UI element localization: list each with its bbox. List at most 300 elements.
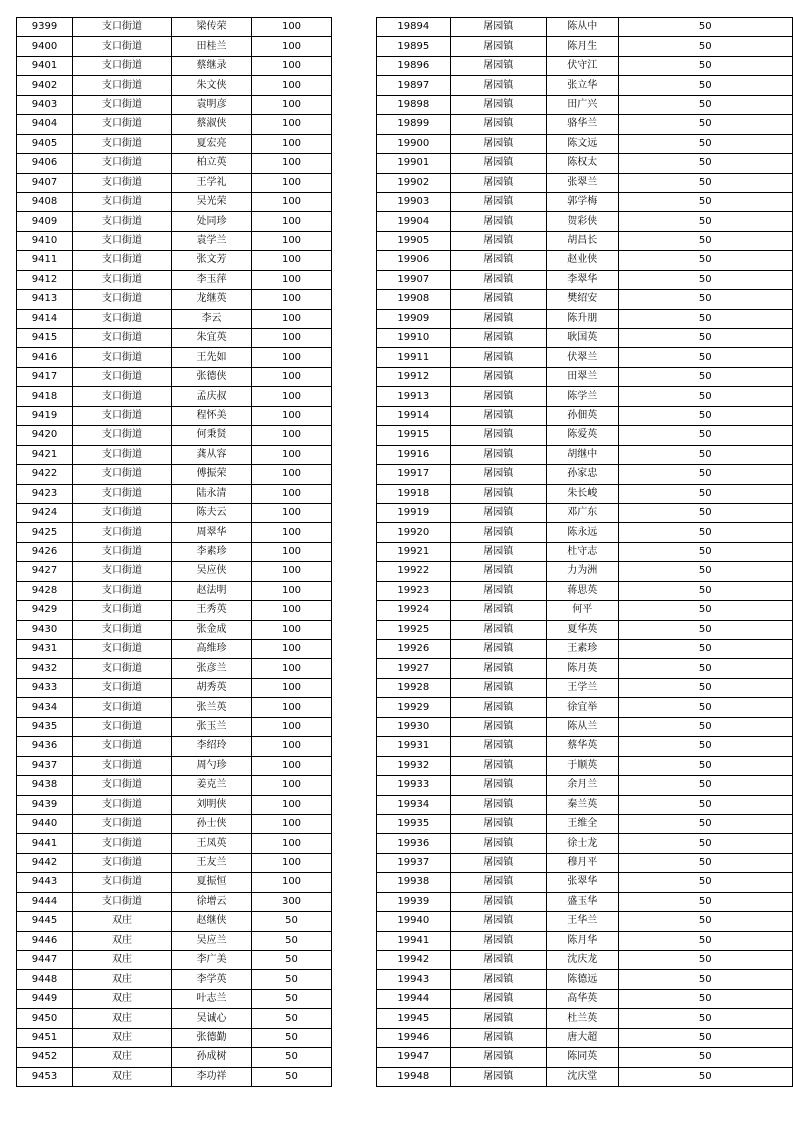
table-row bbox=[17, 853, 332, 872]
amount-cell: 100 bbox=[252, 95, 332, 114]
name-cell: 王先如 bbox=[172, 348, 252, 367]
district-cell: 双庄 bbox=[73, 989, 172, 1008]
table-row bbox=[377, 581, 793, 600]
name-cell: 蔡淑侠 bbox=[172, 115, 252, 134]
amount-cell: 100 bbox=[252, 640, 332, 659]
table-row bbox=[17, 426, 332, 445]
amount-cell: 50 bbox=[618, 601, 792, 620]
name-cell: 骆华兰 bbox=[546, 115, 618, 134]
amount-cell: 50 bbox=[618, 951, 792, 970]
row-number-cell: 9447 bbox=[17, 951, 73, 970]
amount-cell: 50 bbox=[618, 756, 792, 775]
name-cell: 吴应兰 bbox=[172, 931, 252, 950]
row-number-cell: 19942 bbox=[377, 951, 451, 970]
amount-cell: 50 bbox=[618, 562, 792, 581]
table-row bbox=[377, 115, 793, 134]
amount-cell: 100 bbox=[252, 115, 332, 134]
district-cell: 支口街道 bbox=[73, 640, 172, 659]
district-cell: 屠园镇 bbox=[450, 1067, 546, 1086]
table-row bbox=[17, 290, 332, 309]
name-cell: 张兰英 bbox=[172, 698, 252, 717]
name-cell: 陈月华 bbox=[546, 931, 618, 950]
district-cell: 屠园镇 bbox=[450, 892, 546, 911]
name-cell: 秦兰英 bbox=[546, 795, 618, 814]
amount-cell: 100 bbox=[252, 367, 332, 386]
name-cell: 叶志兰 bbox=[172, 989, 252, 1008]
table-row bbox=[377, 542, 793, 561]
table-row bbox=[377, 698, 793, 717]
district-cell: 双庄 bbox=[73, 931, 172, 950]
name-cell: 王友兰 bbox=[172, 853, 252, 872]
name-cell: 王华兰 bbox=[546, 912, 618, 931]
name-cell: 伏翠兰 bbox=[546, 348, 618, 367]
name-cell: 赵业侠 bbox=[546, 251, 618, 270]
row-number-cell: 19921 bbox=[377, 542, 451, 561]
amount-cell: 50 bbox=[618, 95, 792, 114]
amount-cell: 50 bbox=[252, 970, 332, 989]
name-cell: 田桂兰 bbox=[172, 37, 252, 56]
name-cell: 周勺珍 bbox=[172, 756, 252, 775]
district-cell: 支口街道 bbox=[73, 192, 172, 211]
district-cell: 屠园镇 bbox=[450, 620, 546, 639]
table-row bbox=[377, 873, 793, 892]
district-cell: 支口街道 bbox=[73, 173, 172, 192]
amount-cell: 50 bbox=[618, 776, 792, 795]
table-row bbox=[17, 542, 332, 561]
table-row bbox=[17, 348, 332, 367]
row-number-cell: 19915 bbox=[377, 426, 451, 445]
amount-cell: 50 bbox=[618, 678, 792, 697]
table-row bbox=[17, 620, 332, 639]
amount-cell: 50 bbox=[618, 426, 792, 445]
name-cell: 龙继英 bbox=[172, 290, 252, 309]
row-number-cell: 19929 bbox=[377, 698, 451, 717]
name-cell: 沈庆堂 bbox=[546, 1067, 618, 1086]
table-row bbox=[17, 192, 332, 211]
district-cell: 支口街道 bbox=[73, 154, 172, 173]
district-cell: 支口街道 bbox=[73, 348, 172, 367]
row-number-cell: 19934 bbox=[377, 795, 451, 814]
district-cell: 支口街道 bbox=[73, 329, 172, 348]
district-cell: 双庄 bbox=[73, 951, 172, 970]
row-number-cell: 9427 bbox=[17, 562, 73, 581]
name-cell: 陈爱英 bbox=[546, 426, 618, 445]
row-number-cell: 9440 bbox=[17, 814, 73, 833]
amount-cell: 100 bbox=[252, 601, 332, 620]
name-cell: 王秀英 bbox=[172, 601, 252, 620]
row-number-cell: 9405 bbox=[17, 134, 73, 153]
district-cell: 双庄 bbox=[73, 970, 172, 989]
amount-cell: 100 bbox=[252, 737, 332, 756]
name-cell: 吴应侠 bbox=[172, 562, 252, 581]
name-cell: 蔡继录 bbox=[172, 56, 252, 75]
table-row bbox=[377, 931, 793, 950]
name-cell: 陈同英 bbox=[546, 1048, 618, 1067]
name-cell: 张玉兰 bbox=[172, 717, 252, 736]
amount-cell: 50 bbox=[618, 387, 792, 406]
district-cell: 屠园镇 bbox=[450, 698, 546, 717]
district-cell: 支口街道 bbox=[73, 95, 172, 114]
district-cell: 屠园镇 bbox=[450, 329, 546, 348]
table-row bbox=[17, 581, 332, 600]
name-cell: 余月兰 bbox=[546, 776, 618, 795]
amount-cell: 50 bbox=[618, 620, 792, 639]
row-number-cell: 19946 bbox=[377, 1028, 451, 1047]
district-cell: 支口街道 bbox=[73, 795, 172, 814]
row-number-cell: 19932 bbox=[377, 756, 451, 775]
district-cell: 屠园镇 bbox=[450, 912, 546, 931]
name-cell: 刘明侠 bbox=[172, 795, 252, 814]
table-row bbox=[17, 1067, 332, 1086]
district-cell: 支口街道 bbox=[73, 445, 172, 464]
name-cell: 孙士侠 bbox=[172, 814, 252, 833]
amount-cell: 50 bbox=[618, 465, 792, 484]
district-cell: 支口街道 bbox=[73, 503, 172, 522]
row-number-cell: 19898 bbox=[377, 95, 451, 114]
amount-cell: 100 bbox=[252, 620, 332, 639]
table-row bbox=[377, 212, 793, 231]
row-number-cell: 19901 bbox=[377, 154, 451, 173]
name-cell: 沈庆龙 bbox=[546, 951, 618, 970]
district-cell: 支口街道 bbox=[73, 406, 172, 425]
row-number-cell: 19926 bbox=[377, 640, 451, 659]
district-cell: 屠园镇 bbox=[450, 795, 546, 814]
amount-cell: 100 bbox=[252, 387, 332, 406]
table-row bbox=[17, 892, 332, 911]
district-cell: 屠园镇 bbox=[450, 1028, 546, 1047]
row-number-cell: 19903 bbox=[377, 192, 451, 211]
amount-cell: 100 bbox=[252, 212, 332, 231]
name-cell: 李广美 bbox=[172, 951, 252, 970]
table-row bbox=[377, 562, 793, 581]
district-cell: 屠园镇 bbox=[450, 523, 546, 542]
row-number-cell: 9409 bbox=[17, 212, 73, 231]
district-cell: 屠园镇 bbox=[450, 484, 546, 503]
row-number-cell: 19930 bbox=[377, 717, 451, 736]
row-number-cell: 9434 bbox=[17, 698, 73, 717]
district-cell: 支口街道 bbox=[73, 814, 172, 833]
table-row bbox=[17, 814, 332, 833]
amount-cell: 100 bbox=[252, 581, 332, 600]
name-cell: 陈月生 bbox=[546, 37, 618, 56]
table-row bbox=[377, 37, 793, 56]
name-cell: 王维全 bbox=[546, 814, 618, 833]
amount-cell: 50 bbox=[618, 640, 792, 659]
district-cell: 双庄 bbox=[73, 1028, 172, 1047]
name-cell: 贺彩侠 bbox=[546, 212, 618, 231]
table-row bbox=[377, 620, 793, 639]
name-cell: 徐增云 bbox=[172, 892, 252, 911]
amount-cell: 100 bbox=[252, 756, 332, 775]
table-row bbox=[17, 737, 332, 756]
district-cell: 屠园镇 bbox=[450, 951, 546, 970]
name-cell: 耿国英 bbox=[546, 329, 618, 348]
amount-cell: 50 bbox=[252, 1048, 332, 1067]
table-row bbox=[377, 912, 793, 931]
table-row bbox=[17, 445, 332, 464]
table-row bbox=[377, 834, 793, 853]
name-cell: 夏振恒 bbox=[172, 873, 252, 892]
name-cell: 张德侠 bbox=[172, 367, 252, 386]
row-number-cell: 19910 bbox=[377, 329, 451, 348]
amount-cell: 50 bbox=[618, 270, 792, 289]
amount-cell: 50 bbox=[618, 251, 792, 270]
row-number-cell: 19938 bbox=[377, 873, 451, 892]
amount-cell: 100 bbox=[252, 329, 332, 348]
table-row bbox=[17, 795, 332, 814]
district-cell: 支口街道 bbox=[73, 309, 172, 328]
table-row bbox=[377, 231, 793, 250]
name-cell: 王凤英 bbox=[172, 834, 252, 853]
table-row bbox=[17, 251, 332, 270]
table-row bbox=[17, 834, 332, 853]
district-cell: 支口街道 bbox=[73, 251, 172, 270]
row-number-cell: 19907 bbox=[377, 270, 451, 289]
name-cell: 胡秀英 bbox=[172, 678, 252, 697]
table-row bbox=[17, 678, 332, 697]
table-row bbox=[377, 523, 793, 542]
row-number-cell: 19918 bbox=[377, 484, 451, 503]
table-row bbox=[377, 134, 793, 153]
row-number-cell: 9421 bbox=[17, 445, 73, 464]
amount-cell: 50 bbox=[618, 484, 792, 503]
row-number-cell: 19896 bbox=[377, 56, 451, 75]
table-row bbox=[377, 76, 793, 95]
row-number-cell: 9442 bbox=[17, 853, 73, 872]
name-cell: 李绍玲 bbox=[172, 737, 252, 756]
table-row bbox=[377, 18, 793, 37]
amount-cell: 100 bbox=[252, 465, 332, 484]
amount-cell: 50 bbox=[618, 192, 792, 211]
district-cell: 屠园镇 bbox=[450, 18, 546, 37]
amount-cell: 50 bbox=[618, 523, 792, 542]
table-row bbox=[17, 465, 332, 484]
amount-cell: 100 bbox=[252, 134, 332, 153]
name-cell: 赵继侠 bbox=[172, 912, 252, 931]
name-cell: 田翠兰 bbox=[546, 367, 618, 386]
district-cell: 屠园镇 bbox=[450, 970, 546, 989]
name-cell: 陈从中 bbox=[546, 18, 618, 37]
district-cell: 支口街道 bbox=[73, 37, 172, 56]
table-row bbox=[17, 37, 332, 56]
row-number-cell: 19940 bbox=[377, 912, 451, 931]
row-number-cell: 19904 bbox=[377, 212, 451, 231]
row-number-cell: 19908 bbox=[377, 290, 451, 309]
name-cell: 王素珍 bbox=[546, 640, 618, 659]
amount-cell: 50 bbox=[618, 56, 792, 75]
district-cell: 支口街道 bbox=[73, 115, 172, 134]
name-cell: 徐士龙 bbox=[546, 834, 618, 853]
amount-cell: 50 bbox=[252, 1067, 332, 1086]
amount-cell: 50 bbox=[618, 931, 792, 950]
district-cell: 屠园镇 bbox=[450, 1048, 546, 1067]
row-number-cell: 19935 bbox=[377, 814, 451, 833]
row-number-cell: 19917 bbox=[377, 465, 451, 484]
name-cell: 孙家忠 bbox=[546, 465, 618, 484]
table-row bbox=[377, 970, 793, 989]
row-number-cell: 19905 bbox=[377, 231, 451, 250]
row-number-cell: 19916 bbox=[377, 445, 451, 464]
amount-cell: 50 bbox=[252, 931, 332, 950]
district-cell: 双庄 bbox=[73, 1067, 172, 1086]
table-row bbox=[377, 717, 793, 736]
table-row bbox=[17, 154, 332, 173]
row-number-cell: 19945 bbox=[377, 1009, 451, 1028]
row-number-cell: 19914 bbox=[377, 406, 451, 425]
amount-cell: 100 bbox=[252, 503, 332, 522]
row-number-cell: 9422 bbox=[17, 465, 73, 484]
district-cell: 屠园镇 bbox=[450, 776, 546, 795]
row-number-cell: 19899 bbox=[377, 115, 451, 134]
district-cell: 支口街道 bbox=[73, 76, 172, 95]
row-number-cell: 9452 bbox=[17, 1048, 73, 1067]
name-cell: 陈从兰 bbox=[546, 717, 618, 736]
name-cell: 唐大超 bbox=[546, 1028, 618, 1047]
row-number-cell: 9426 bbox=[17, 542, 73, 561]
row-number-cell: 19933 bbox=[377, 776, 451, 795]
table-row bbox=[17, 329, 332, 348]
row-number-cell: 19923 bbox=[377, 581, 451, 600]
district-cell: 屠园镇 bbox=[450, 348, 546, 367]
amount-cell: 100 bbox=[252, 542, 332, 561]
row-number-cell: 9450 bbox=[17, 1009, 73, 1028]
row-number-cell: 9433 bbox=[17, 678, 73, 697]
amount-cell: 50 bbox=[618, 581, 792, 600]
amount-cell: 100 bbox=[252, 348, 332, 367]
district-cell: 屠园镇 bbox=[450, 212, 546, 231]
table-row bbox=[377, 251, 793, 270]
district-cell: 屠园镇 bbox=[450, 387, 546, 406]
district-cell: 支口街道 bbox=[73, 756, 172, 775]
row-number-cell: 9449 bbox=[17, 989, 73, 1008]
row-number-cell: 19895 bbox=[377, 37, 451, 56]
name-cell: 张翠兰 bbox=[546, 173, 618, 192]
amount-cell: 50 bbox=[618, 970, 792, 989]
district-cell: 屠园镇 bbox=[450, 465, 546, 484]
name-cell: 夏宏亮 bbox=[172, 134, 252, 153]
amount-cell: 50 bbox=[618, 231, 792, 250]
row-number-cell: 9423 bbox=[17, 484, 73, 503]
row-number-cell: 9410 bbox=[17, 231, 73, 250]
amount-cell: 50 bbox=[618, 37, 792, 56]
district-cell: 支口街道 bbox=[73, 270, 172, 289]
name-cell: 伏守江 bbox=[546, 56, 618, 75]
name-cell: 陈夫云 bbox=[172, 503, 252, 522]
name-cell: 孙成树 bbox=[172, 1048, 252, 1067]
district-cell: 屠园镇 bbox=[450, 717, 546, 736]
district-cell: 支口街道 bbox=[73, 484, 172, 503]
row-number-cell: 9402 bbox=[17, 76, 73, 95]
amount-cell: 50 bbox=[618, 1028, 792, 1047]
district-cell: 支口街道 bbox=[73, 601, 172, 620]
amount-cell: 50 bbox=[252, 1028, 332, 1047]
row-number-cell: 19948 bbox=[377, 1067, 451, 1086]
amount-cell: 50 bbox=[618, 348, 792, 367]
row-number-cell: 19911 bbox=[377, 348, 451, 367]
district-cell: 支口街道 bbox=[73, 737, 172, 756]
row-number-cell: 19894 bbox=[377, 18, 451, 37]
name-cell: 梁传荣 bbox=[172, 18, 252, 37]
district-cell: 屠园镇 bbox=[450, 678, 546, 697]
row-number-cell: 9418 bbox=[17, 387, 73, 406]
name-cell: 李玉萍 bbox=[172, 270, 252, 289]
amount-cell: 100 bbox=[252, 776, 332, 795]
row-number-cell: 9445 bbox=[17, 912, 73, 931]
district-cell: 支口街道 bbox=[73, 134, 172, 153]
table-row bbox=[377, 406, 793, 425]
district-cell: 屠园镇 bbox=[450, 756, 546, 775]
row-number-cell: 9419 bbox=[17, 406, 73, 425]
row-number-cell: 9438 bbox=[17, 776, 73, 795]
name-cell: 张彦兰 bbox=[172, 659, 252, 678]
amount-cell: 50 bbox=[618, 659, 792, 678]
amount-cell: 100 bbox=[252, 251, 332, 270]
district-cell: 支口街道 bbox=[73, 465, 172, 484]
table-row bbox=[377, 853, 793, 872]
name-cell: 张金成 bbox=[172, 620, 252, 639]
table-row bbox=[17, 523, 332, 542]
amount-cell: 100 bbox=[252, 814, 332, 833]
name-cell: 樊绍安 bbox=[546, 290, 618, 309]
table-row bbox=[17, 951, 332, 970]
amount-cell: 50 bbox=[618, 154, 792, 173]
row-number-cell: 19913 bbox=[377, 387, 451, 406]
row-number-cell: 9436 bbox=[17, 737, 73, 756]
table-row bbox=[377, 601, 793, 620]
table-row bbox=[17, 698, 332, 717]
district-cell: 支口街道 bbox=[73, 426, 172, 445]
table-row bbox=[17, 912, 332, 931]
name-cell: 吴诚心 bbox=[172, 1009, 252, 1028]
amount-cell: 50 bbox=[618, 737, 792, 756]
name-cell: 赵法明 bbox=[172, 581, 252, 600]
table-row bbox=[377, 56, 793, 75]
row-number-cell: 9412 bbox=[17, 270, 73, 289]
amount-cell: 50 bbox=[618, 892, 792, 911]
table-row bbox=[377, 989, 793, 1008]
row-number-cell: 19937 bbox=[377, 853, 451, 872]
name-cell: 吴光荣 bbox=[172, 192, 252, 211]
amount-cell: 100 bbox=[252, 523, 332, 542]
row-number-cell: 9443 bbox=[17, 873, 73, 892]
row-number-cell: 9406 bbox=[17, 154, 73, 173]
table-row bbox=[377, 1028, 793, 1047]
table-row bbox=[17, 367, 332, 386]
table-row bbox=[377, 640, 793, 659]
name-cell: 张文芳 bbox=[172, 251, 252, 270]
district-cell: 屠园镇 bbox=[450, 115, 546, 134]
amount-cell: 100 bbox=[252, 717, 332, 736]
table-row bbox=[377, 270, 793, 289]
amount-cell: 50 bbox=[618, 989, 792, 1008]
table-row bbox=[17, 406, 332, 425]
name-cell: 徐宜举 bbox=[546, 698, 618, 717]
name-cell: 张立华 bbox=[546, 76, 618, 95]
amount-cell: 50 bbox=[618, 290, 792, 309]
row-number-cell: 9400 bbox=[17, 37, 73, 56]
district-cell: 屠园镇 bbox=[450, 814, 546, 833]
district-cell: 支口街道 bbox=[73, 581, 172, 600]
amount-cell: 50 bbox=[618, 18, 792, 37]
row-number-cell: 9453 bbox=[17, 1067, 73, 1086]
name-cell: 李素珍 bbox=[172, 542, 252, 561]
table-row bbox=[17, 640, 332, 659]
table-row bbox=[377, 348, 793, 367]
district-cell: 支口街道 bbox=[73, 873, 172, 892]
table-row bbox=[377, 814, 793, 833]
district-cell: 屠园镇 bbox=[450, 290, 546, 309]
row-number-cell: 9432 bbox=[17, 659, 73, 678]
